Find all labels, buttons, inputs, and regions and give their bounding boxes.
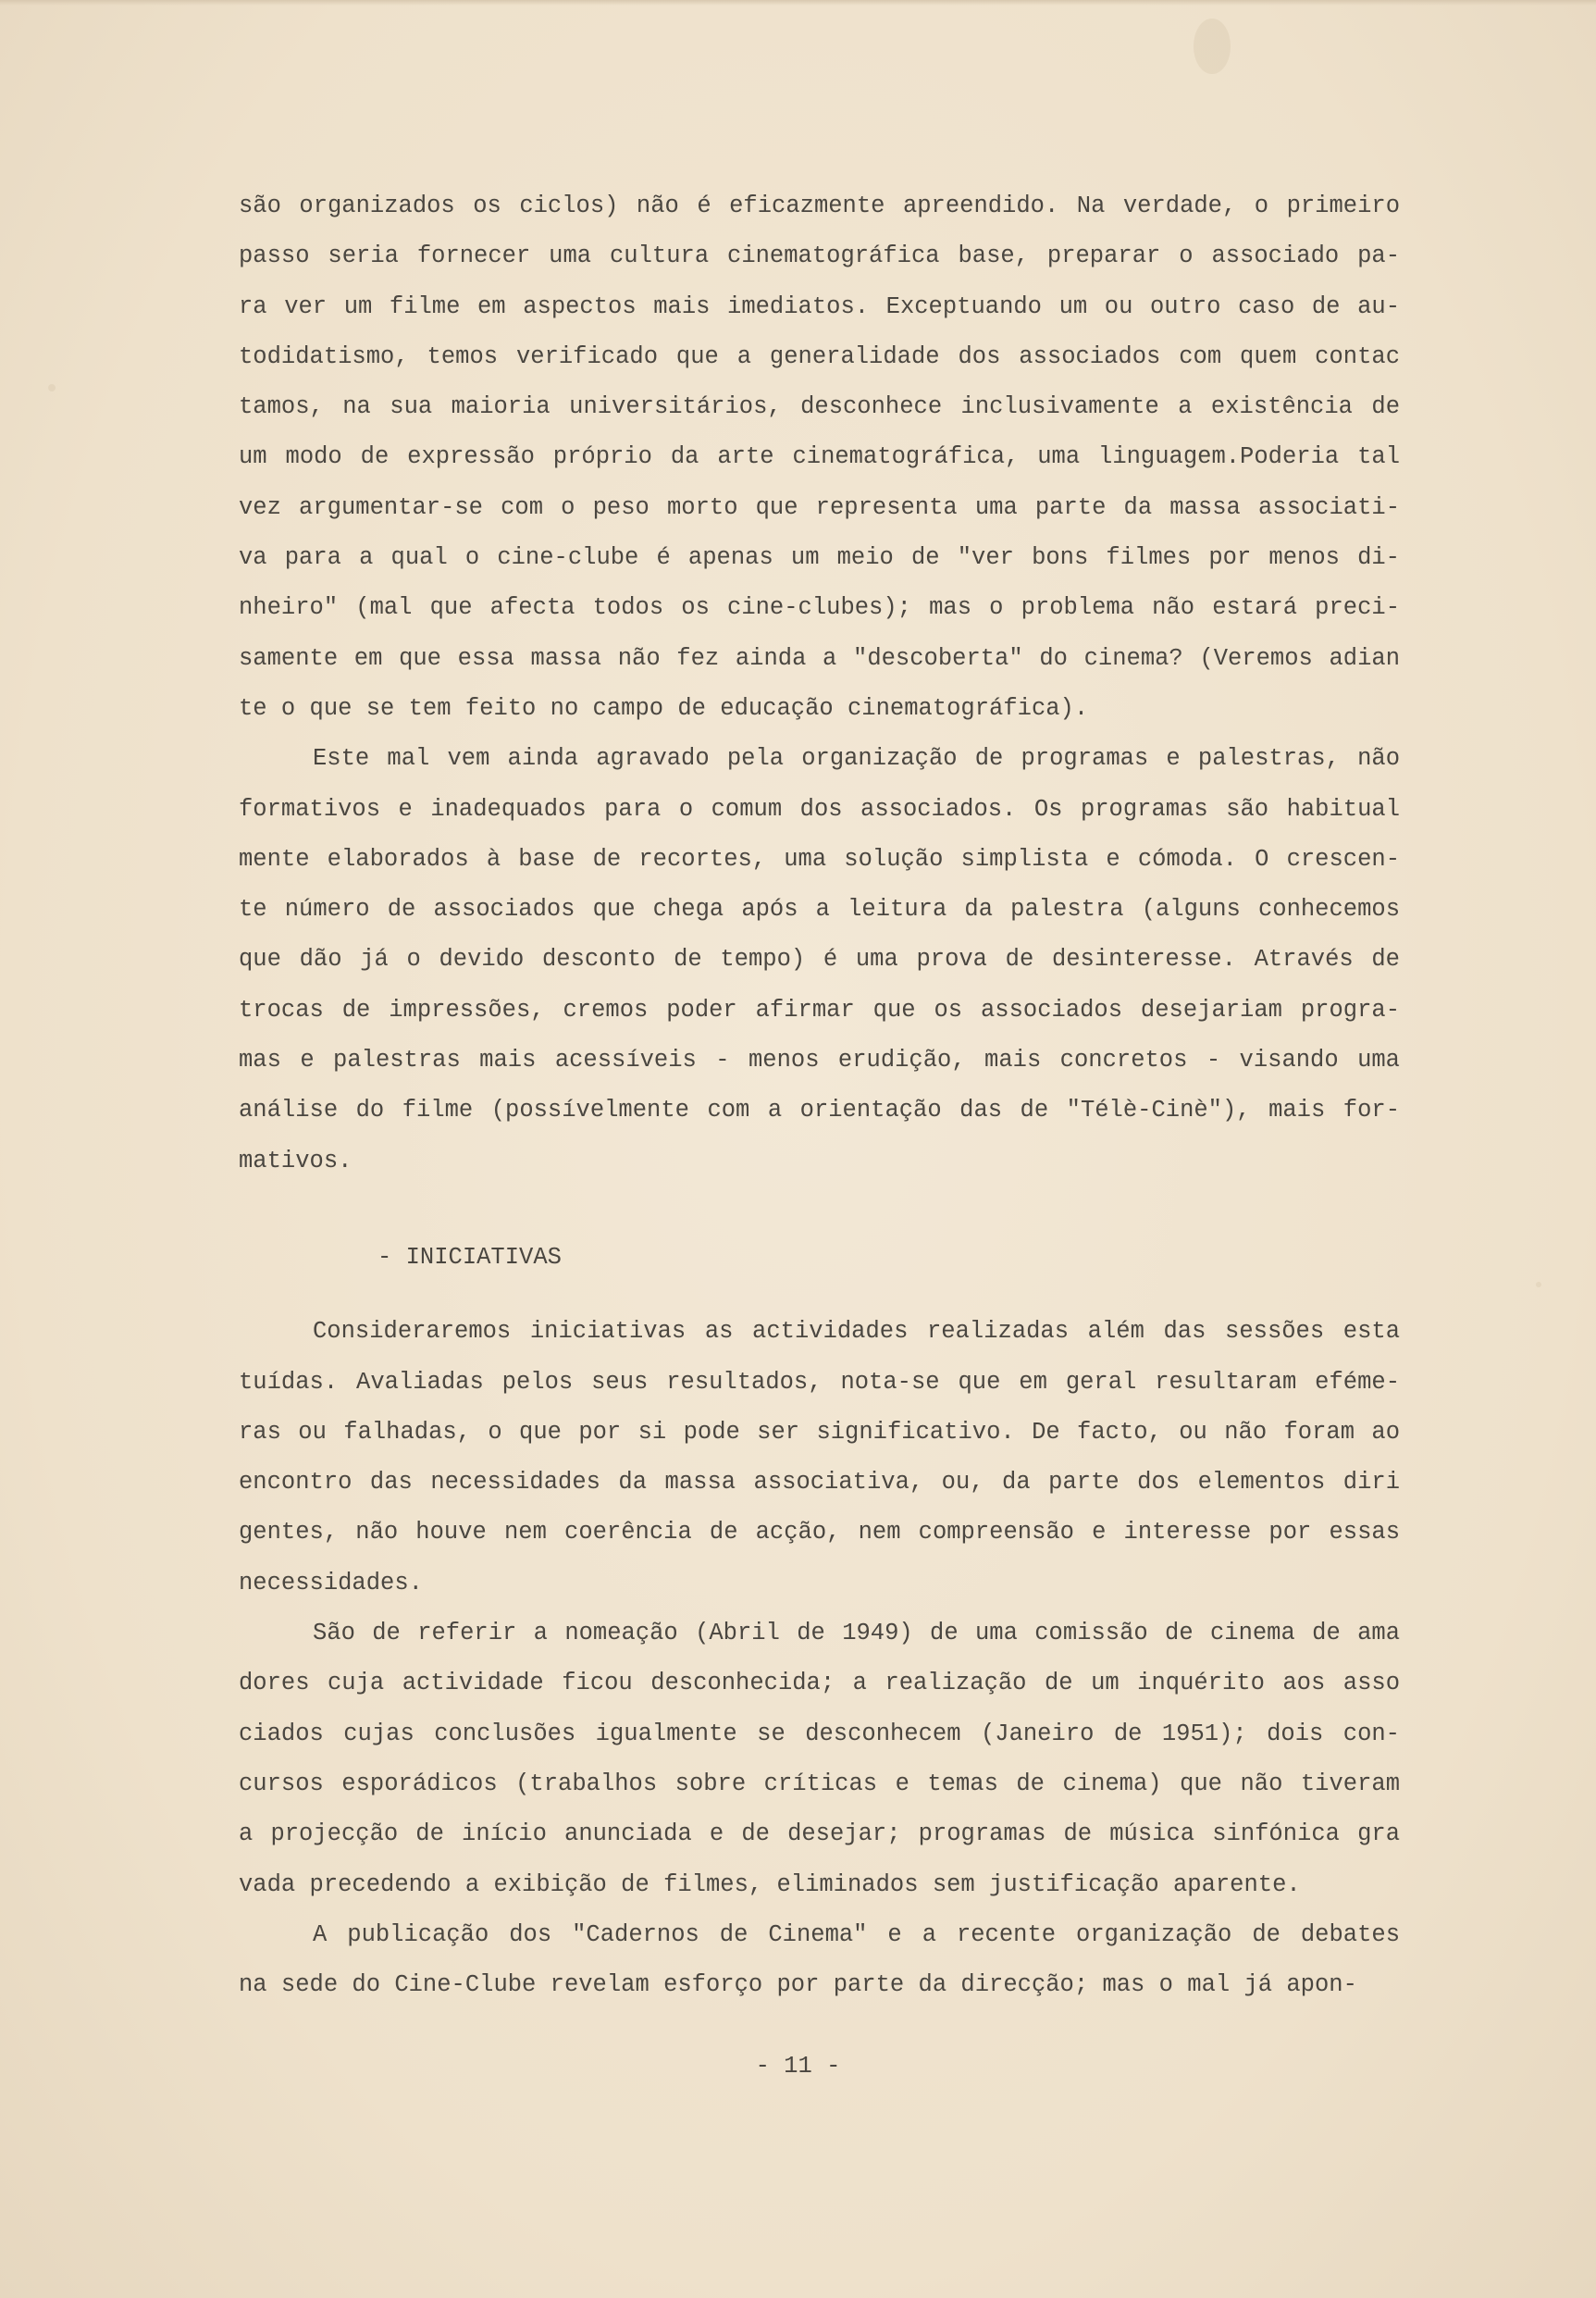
text-line: dores cuja actividade ficou desconhecida; a realização de um inquérito aos asso bbox=[239, 1670, 1400, 1697]
text-line: mativos. bbox=[239, 1147, 353, 1174]
text-line: que dão já o devido desconto de tempo) é uma prova de desinteresse. Através de bbox=[239, 946, 1400, 974]
text-line: trocas de impressões, cremos poder afirmar que os associados desejariam progra- bbox=[239, 996, 1400, 1024]
text-line: mente elaborados à base de recortes, uma solução simplista e cómoda. O crescen- bbox=[239, 845, 1400, 873]
text-line: um modo de expressão próprio da arte cinematográfica, uma linguagem.Poderia tal bbox=[239, 443, 1400, 471]
text-line: vez argumentar-se com o peso morto que representa uma parte da massa associati- bbox=[239, 493, 1400, 521]
text-line: na sede do Cine-Clube revelam esforço por parte da direcção; mas o mal já apon- bbox=[239, 1971, 1357, 1999]
text-line: formativos e inadequados para o comum dos associados. Os programas são habitual bbox=[239, 795, 1400, 823]
paragraph-1 bbox=[239, 181, 1400, 734]
text-line: vada precedendo a exibição de filmes, eliminados sem justificação aparente. bbox=[239, 1870, 1301, 1898]
text-line: ras ou falhadas, o que por si pode ser significativo. De facto, ou não foram ao bbox=[239, 1418, 1400, 1446]
text-line: são organizados os ciclos) não é eficazmente apreendido. Na verdade, o primeiro bbox=[239, 193, 1400, 219]
text-line: tuídas. Avaliadas pelos seus resultados, nota-se que em geral resultaram eféme- bbox=[239, 1368, 1400, 1396]
paragraph-2 bbox=[239, 734, 1400, 1186]
paper-stain bbox=[48, 384, 56, 391]
text-line: A publicação dos "Cadernos de Cinema" e a recente organização de debates bbox=[313, 1920, 1400, 1948]
paragraph-3 bbox=[239, 1307, 1400, 1609]
paper-stain bbox=[1536, 1282, 1541, 1287]
text-line: te o que se tem feito no campo de educação cinematográfica). bbox=[239, 694, 1089, 722]
text-line: tamos, na sua maioria universitários, desconhece inclusivamente a existência de bbox=[239, 393, 1400, 421]
paper-stain bbox=[1194, 19, 1231, 74]
text-line: gentes, não houve nem coerência de acção, nem compreensão e interesse por essas bbox=[239, 1519, 1400, 1546]
paragraph-5 bbox=[239, 1910, 1400, 2011]
paper-top-edge bbox=[0, 0, 1596, 6]
text-line: cursos esporádicos (trabalhos sobre críticas e temas de cinema) que não tiveram bbox=[239, 1770, 1400, 1797]
text-line: a projecção de início anunciada e de desejar; programas de música sinfónica gra bbox=[239, 1820, 1400, 1848]
text-line: todidatismo, temos verificado que a generalidade dos associados com quem contac bbox=[239, 342, 1400, 370]
text-line: mas e palestras mais acessíveis - menos erudição, mais concretos - visando uma bbox=[239, 1047, 1400, 1074]
text-line: São de referir a nomeação (Abril de 1949) de uma comissão de cinema de ama bbox=[313, 1620, 1400, 1647]
text-line: ciados cujas conclusões igualmente se desconhecem (Janeiro de 1951); dois con- bbox=[239, 1720, 1400, 1747]
text-line: ra ver um filme em aspectos mais imediatos. Exceptuando um ou outro caso de au- bbox=[239, 292, 1400, 320]
text-line: va para a qual o cine-clube é apenas um meio de "ver bons filmes por menos di- bbox=[239, 544, 1400, 572]
text-line: Consideraremos iniciativas as actividades realizadas além das sessões esta bbox=[313, 1318, 1400, 1346]
text-line: nheiro" (mal que afecta todos os cine-clubes); mas o problema não estará preci- bbox=[239, 594, 1400, 622]
paragraph-4 bbox=[239, 1609, 1400, 1910]
text-line: Este mal vem ainda agravado pela organização de programas e palestras, não bbox=[313, 745, 1400, 773]
text-line: encontro das necessidades da massa associativa, ou, da parte dos elementos diri bbox=[239, 1469, 1400, 1497]
text-line: samente em que essa massa não fez ainda a "descoberta" do cinema? (Veremos adian bbox=[239, 644, 1400, 672]
page-number: - 11 - bbox=[755, 2053, 841, 2080]
document-body bbox=[239, 181, 1400, 2010]
text-line: te número de associados que chega após a leitura da palestra (alguns conhecemos bbox=[239, 896, 1400, 924]
section-heading: - INICIATIVAS bbox=[377, 1243, 562, 1271]
text-line: necessidades. bbox=[239, 1569, 423, 1596]
text-line: análise do filme (possívelmente com a orientação das de "Télè-Cinè"), mais for- bbox=[239, 1097, 1400, 1124]
text-line: passo seria fornecer uma cultura cinematográfica base, preparar o associado pa- bbox=[239, 242, 1400, 270]
